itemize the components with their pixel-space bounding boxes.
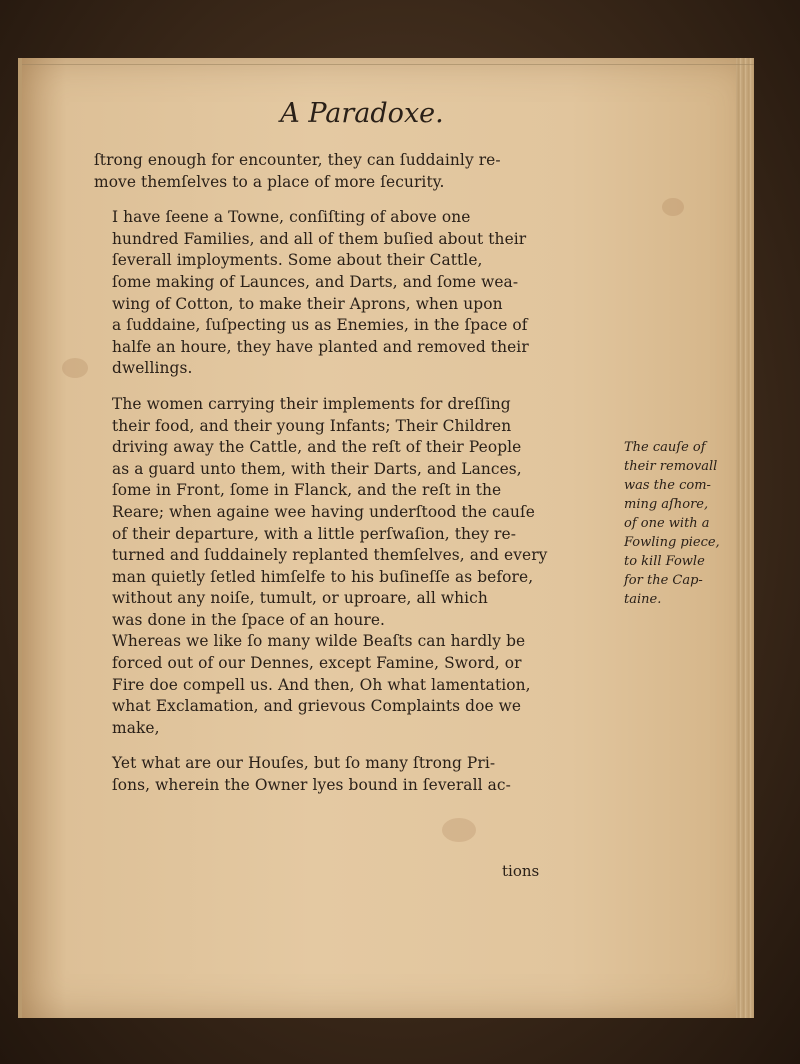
- text-line: dwellings.: [112, 359, 193, 378]
- margin-note-line: The cauſe of: [624, 440, 706, 455]
- margin-note-line: Fowling piece,: [624, 535, 720, 550]
- text-line: their food, and their young Infants; Their Children: [112, 416, 512, 435]
- text-line: forced out of our Dennes, except Famine, Sword, or: [112, 654, 522, 673]
- text-line: Yet what are our Houſes, but ſo many ſtrong Pri-: [112, 754, 496, 773]
- text-line: was done in the ſpace of an houre.: [112, 610, 386, 629]
- top-edge-line: [22, 64, 754, 65]
- margin-note-line: of one with a: [624, 516, 710, 531]
- text-line: Reare; when againe wee having underſtood the cauſe: [112, 502, 536, 521]
- catchword: tions: [502, 862, 540, 880]
- running-head: A Paradoxe.: [280, 98, 444, 129]
- margin-note-line: to kill Fowle: [624, 554, 705, 569]
- text-line: hundred Families, and all of them buſied about their: [112, 229, 527, 248]
- foxing-spot: [442, 818, 476, 842]
- text-line: ſeverall imployments. Some about their Cattle,: [112, 251, 483, 270]
- text-line: I have ſeene a Towne, conſiſting of above one: [112, 208, 471, 227]
- text-line: ſons, wherein the Owner lyes bound in ſeverall ac-: [112, 776, 511, 795]
- text-line: as a guard unto them, with their Darts, and Lances,: [112, 459, 522, 478]
- margin-note: [624, 438, 754, 609]
- text-line: Fire doe compell us. And then, Oh what lamentation,: [112, 675, 531, 694]
- text-line: ſome making of Launces, and Darts, and ſome wea-: [112, 272, 519, 291]
- text-line: man quietly ſetled himſelfe to his buſineſſe as before,: [112, 567, 534, 586]
- paragraph-5: [94, 753, 614, 796]
- text-line: turned and ſuddainely replanted themſelves, and every: [112, 546, 548, 565]
- paragraph-1: [94, 150, 614, 193]
- text-line: without any noiſe, tumult, or uproare, all which: [112, 589, 488, 608]
- text-line: a ſuddaine, ſuſpecting us as Enemies, in the ſpace of: [112, 316, 528, 335]
- text-line: wing of Cotton, to make their Aprons, when upon: [112, 294, 503, 313]
- margin-note-line: taine.: [624, 592, 662, 607]
- text-line: make,: [112, 718, 160, 737]
- text-line: halfe an houre, they have planted and removed their: [112, 337, 529, 356]
- paragraph-2: [94, 207, 614, 380]
- body-text: [94, 150, 614, 811]
- text-line: The women carrying their implements for dreſſing: [112, 394, 511, 413]
- text-line: ſome in Front, ſome in Flanck, and the reſt in the: [112, 481, 502, 500]
- text-line: move themſelves to a place of more ſecurity.: [94, 172, 445, 191]
- book-leaf: [18, 58, 754, 1018]
- text-line: ſtrong enough for encounter, they can ſuddainly re-: [94, 151, 501, 169]
- foxing-spot: [62, 358, 88, 378]
- paragraph-3: [94, 394, 614, 632]
- margin-note-line: was the com-: [624, 478, 711, 493]
- margin-note-line: ming aſhore,: [624, 497, 709, 512]
- paragraph-4: [94, 631, 614, 739]
- margin-note-line: for the Cap-: [624, 573, 703, 588]
- foxing-spot: [662, 198, 684, 216]
- margin-note-line: their removall: [624, 459, 718, 474]
- text-line: driving away the Cattle, and the reſt of their People: [112, 438, 522, 457]
- text-line: what Exclamation, and grievous Complaints doe we: [112, 697, 522, 716]
- text-line: of their departure, with a little perſwaſion, they re-: [112, 524, 517, 543]
- text-line: Whereas we like ſo many wilde Beaſts can hardly be: [112, 632, 526, 651]
